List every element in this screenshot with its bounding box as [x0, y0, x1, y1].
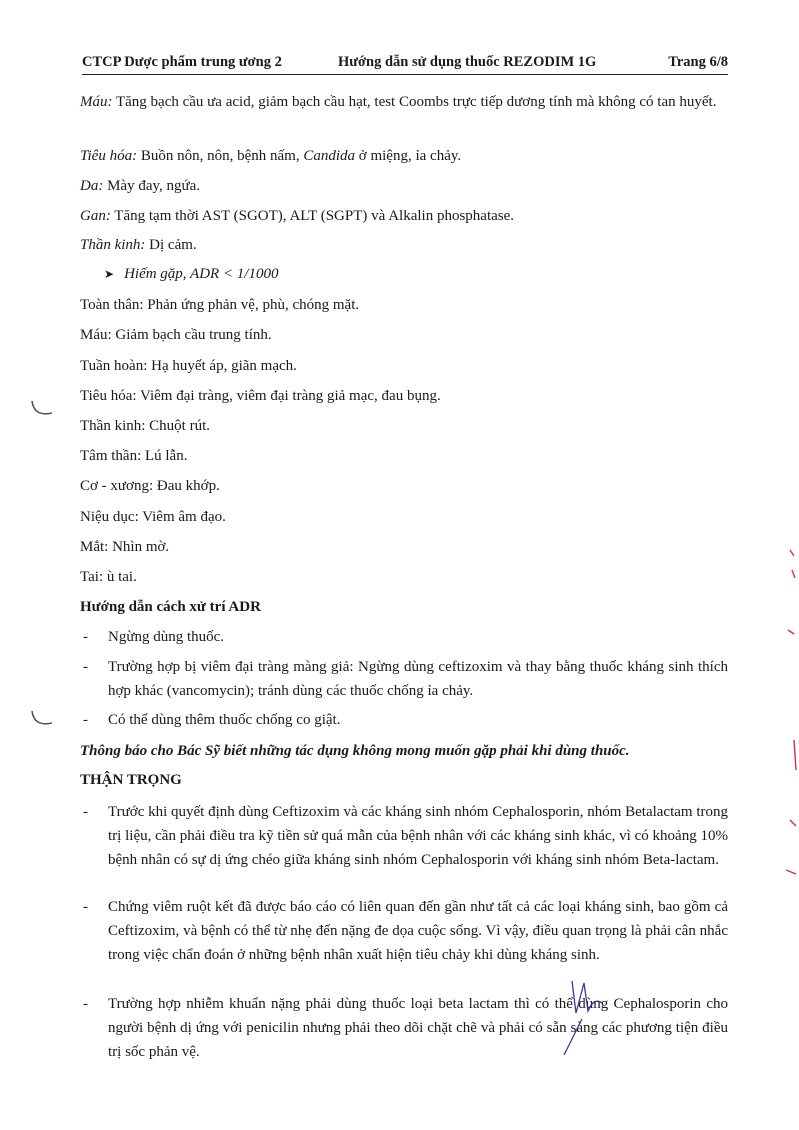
doctor-notice — [80, 739, 728, 763]
item-text: Dị cảm. — [145, 237, 197, 253]
company-name: CTCP Dược phẩm trung ương 2 — [82, 54, 282, 70]
rare-item: Tiêu hóa: Viêm đại tràng, viêm đại tràng giả mạc, đau bụng. — [80, 388, 441, 404]
doctor-notice-text: Thông báo cho Bác Sỹ biết những tác dụng không mong muốn gặp phải khi dùng thuốc. — [80, 743, 630, 759]
item-nervous — [80, 233, 728, 257]
rare-item: Tai: ù tai. — [80, 569, 137, 585]
item-label: Gan: — [80, 208, 111, 224]
rare-item: Thần kinh: Chuột rút. — [80, 418, 210, 434]
item-label: Da: — [80, 178, 104, 194]
page-number: Trang 6/8 — [668, 54, 728, 70]
dash-bullet: - — [83, 712, 88, 728]
dash-bullet: - — [83, 629, 88, 645]
item-skin — [80, 174, 728, 198]
item-label: Máu: — [80, 94, 113, 110]
punch-hole-mark-icon — [28, 705, 56, 735]
adr-heading — [80, 595, 728, 619]
dash-bullet: - — [83, 804, 88, 820]
rare-item: Mắt: Nhìn mờ. — [80, 539, 170, 555]
adr-item-text: Ngừng dùng thuốc. — [108, 629, 225, 645]
rare-item: Tuần hoàn: Hạ huyết áp, giãn mạch. — [80, 358, 297, 374]
rare-item: Niệu dục: Viêm âm đạo. — [80, 509, 226, 525]
precaution-text: Trước khi quyết định dùng Ceftizoxim và các kháng sinh nhóm Cephalosporin, nhóm Betalactam trong trị liệu, cần phải điều tra kỹ tiền sử quá mẫn của bệnh nhân với các kháng sinh khác, vì có khoảng 10% bệnh nhân có sự dị ứng chéo giữa kháng sinh nhóm Cephalosporin với kháng sinh nhóm Beta-lactam. — [108, 804, 728, 868]
item-text: Tăng bạch cầu ưa acid, giảm bạch cầu hạt, test Coombs trực tiếp dương tính mà không có tan huyết. — [112, 94, 717, 110]
precaution-item — [80, 800, 728, 872]
adr-item-text: Có thể dùng thêm thuốc chống co giật. — [108, 712, 341, 728]
item-text: ở miệng, ỉa chảy. — [355, 148, 462, 164]
item-blood — [80, 90, 728, 114]
punch-hole-mark-icon — [28, 395, 56, 425]
precaution-text: Trường hợp nhiễm khuẩn nặng phải dùng thuốc loại beta lactam thì có thể dùng Cephalosporin cho người bệnh dị ứng với penicilin nhưng phải theo dõi chặt chẽ và phải có sẵn sàng các phương tiện điều trị sốc phản vệ. — [108, 996, 728, 1060]
dash-bullet: - — [83, 899, 88, 915]
dash-bullet: - — [83, 996, 88, 1012]
dash-bullet: - — [83, 659, 88, 675]
rare-item: Máu: Giảm bạch cầu trung tính. — [80, 327, 272, 343]
adr-item — [80, 655, 728, 703]
handwritten-signature-icon — [560, 975, 610, 1060]
precautions-heading-text: THẬN TRỌNG — [80, 772, 182, 788]
item-text: Tăng tạm thời AST (SGOT), ALT (SGPT) và Alkalin phosphatase. — [110, 208, 515, 224]
precautions-heading — [80, 768, 728, 792]
document-title: Hướng dẫn sử dụng thuốc REZODIM 1G — [338, 54, 597, 70]
precaution-item — [80, 992, 728, 1064]
rare-item: Tâm thần: Lú lẫn. — [80, 448, 188, 464]
page-header — [82, 52, 728, 75]
rare-heading — [104, 262, 752, 286]
item-label: Tiêu hóa: — [80, 148, 138, 164]
rare-heading-text: Hiếm gặp, ADR < 1/1000 — [124, 266, 279, 282]
item-text: Mày đay, ngứa. — [103, 178, 201, 194]
item-label: Thần kinh: — [80, 237, 146, 253]
item-digestive — [80, 144, 728, 168]
item-text: Buồn nôn, nôn, bệnh nấm, — [137, 148, 304, 164]
rare-item: Toàn thân: Phản ứng phản vệ, phù, chóng mặt. — [80, 297, 360, 313]
arrow-bullet-icon: ➤ — [104, 267, 115, 281]
precaution-item — [80, 895, 728, 967]
margin-stamp-marks-icon — [770, 540, 799, 900]
rare-item: Cơ - xương: Đau khớp. — [80, 478, 220, 494]
item-italic-term: Candida — [303, 148, 356, 164]
adr-item — [80, 625, 728, 649]
adr-item-text: Trường hợp bị viêm đại tràng màng giả: Ngừng dùng ceftizoxim và thay bằng thuốc kháng sinh thích hợp khác (vancomycin); tránh dùng các thuốc chống ỉa chảy. — [108, 659, 728, 699]
adr-item — [80, 708, 728, 732]
precaution-text: Chứng viêm ruột kết đã được báo cáo có liên quan đến gần như tất cả các loại kháng sinh, bao gồm cả Ceftizoxim, và bệnh có thể từ nhẹ đến nặng đe dọa cuộc sống. Vì vậy, điều quan trọng là phải cân nhắc trong việc chẩn đoán ở những bệnh nhân xuất hiện tiêu chảy khi dùng kháng sinh. — [108, 899, 728, 963]
adr-heading-text: Hướng dẫn cách xử trí ADR — [80, 599, 261, 615]
item-liver — [80, 204, 728, 228]
